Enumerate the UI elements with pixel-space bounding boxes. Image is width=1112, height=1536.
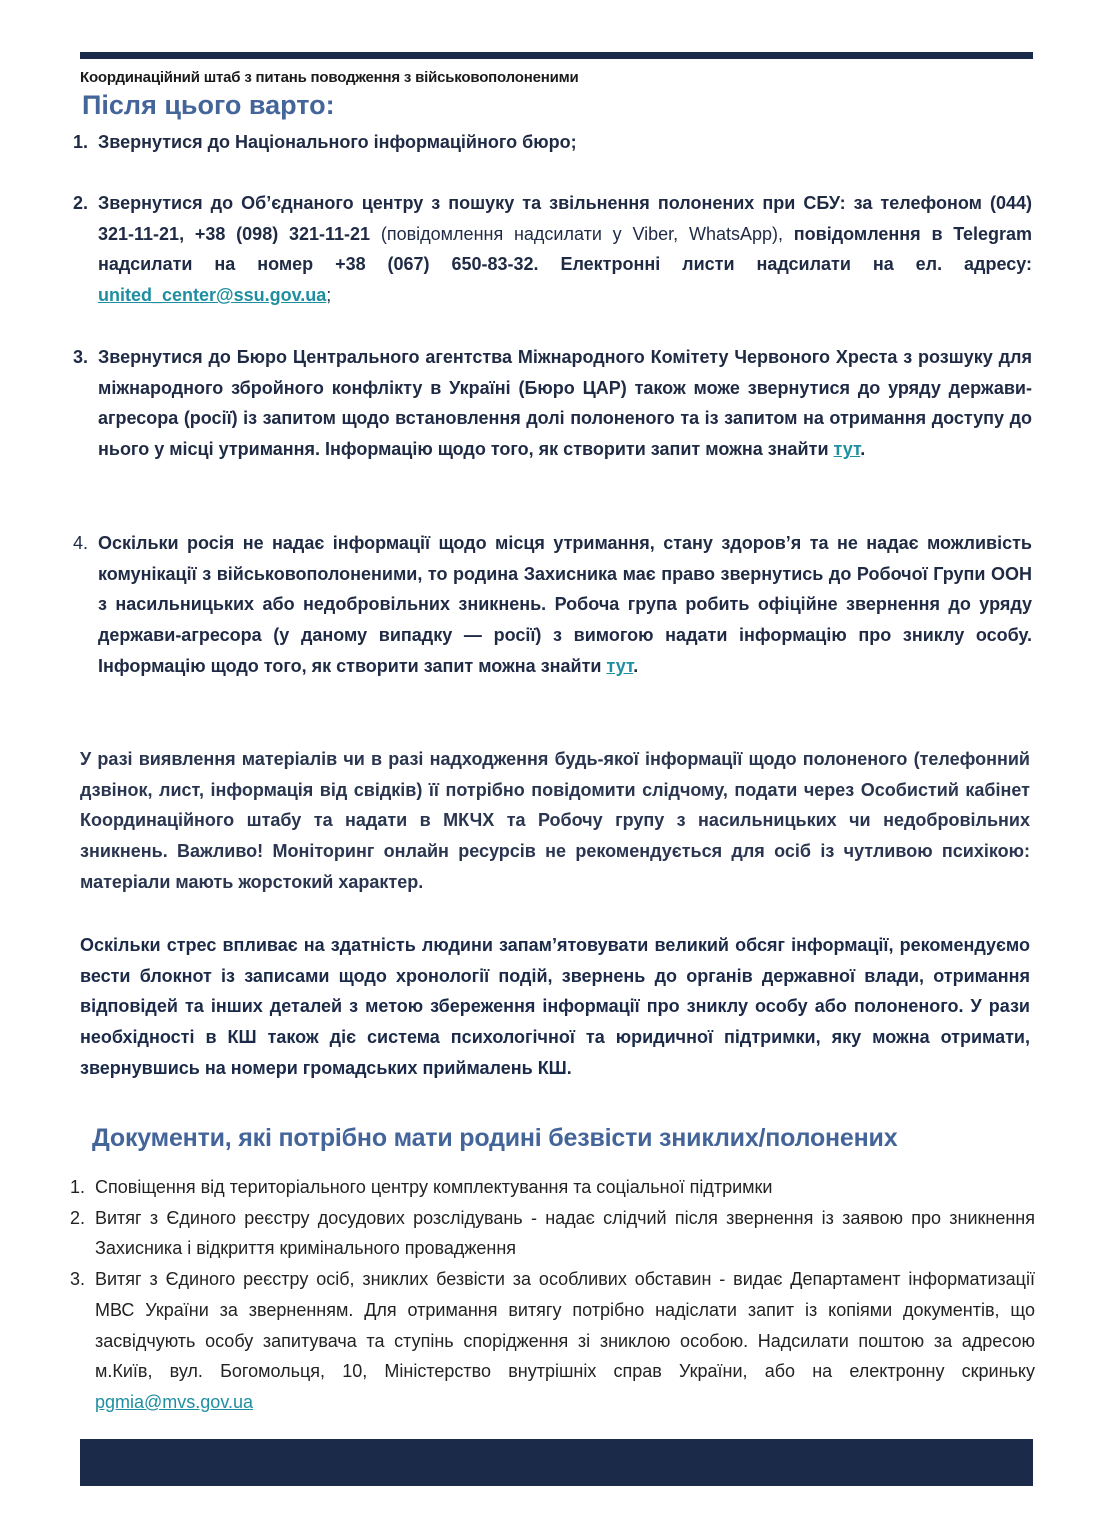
section-title-documents: Документи, які потрібно мати родині безвісти зниклих/полонених <box>92 1124 898 1152</box>
paragraph-stress-notebook: Оскільки стрес впливає на здатність людини запам’ятовувати великий обсяг інформації, рекомендуємо вести блокнот із записами щодо хронології подій, звернень до органів державної влади, отримання відповідей та інших деталей з метою збереження інформації про зниклу особу або полоненого. У рази необхідності в КШ також діє система психологічної та юридичної підтримки, яку можна отримати, звернувшись на номери громадських приймалень КШ. <box>80 935 1030 1078</box>
list-item-end: ; <box>326 285 332 306</box>
list-number: 1. <box>73 132 89 152</box>
list-item-text: Звернутися до Бюро Центрального агентства Міжнародного Комітету Червоного Хреста з розшуку для міжнародного збройного конфлікту в Україні (Бюро ЦАР) також може звернутися до уряду держави-агресора (росії) із запитом щодо встановлення долі полоненого та із запитом на отримання доступу до нього у місці утримання. Інформацію щодо того, як створити запит можна знайти <box>98 347 1032 460</box>
list-item-text: Витяг з Єдиного реєстру досудових розслідувань - надає слідчий після звернення із заявою про зникнення Захисника і відкриття кримінального провадження <box>95 1207 1035 1259</box>
list-number: 2. <box>70 1207 86 1228</box>
list-item <box>70 188 1032 311</box>
list-number: 3. <box>73 347 89 367</box>
email-link-pgmia[interactable]: pgmia@mvs.gov.ua <box>95 1391 254 1412</box>
list-number: 1. <box>70 1177 86 1197</box>
list-item <box>70 127 1032 158</box>
email-link-united-center[interactable]: united_center@ssu.gov.ua <box>98 285 327 306</box>
here-link-un-working-group[interactable]: тут <box>606 655 634 676</box>
list-item-end: . <box>633 655 639 676</box>
list-number: 4. <box>73 533 89 553</box>
steps-list-item-2 <box>70 188 1032 311</box>
messenger-note: (повідомлення надсилати у Viber, WhatsApp), <box>370 223 794 244</box>
steps-list-item-1 <box>70 127 1032 158</box>
paragraph-materials-info: У разі виявлення матеріалів чи в разі надходження будь-якої інформації щодо полоненого (телефонний дзвінок, лист, інформація від свідків) її потрібно повідомити слідчому, подати через Особистий кабінет Координаційного штабу та надати в МКЧХ та Робочу групу з насильницьких чи недобровільних зникнень. Важливо! Моніторинг онлайн ресурсів не рекомендується для осіб із чутливою психікою: матеріали мають жорстокий характер. <box>80 749 1030 892</box>
organization-header: Координаційний штаб з питань поводження з військовополоненими <box>80 69 579 86</box>
list-item <box>70 1172 1035 1203</box>
steps-list-item-4 <box>70 528 1032 682</box>
steps-list-item-3 <box>70 342 1032 465</box>
list-item <box>70 528 1032 682</box>
list-item-text: Витяг з Єдиного реєстру осіб, зниклих безвісти за особливих обставин - видає Департамент інформатизації МВС України за зверненням. Для отримання витягу потрібно надіслати запит із копіями документів, що засвідчують особу запитувача та ступінь спорідження зі зниклою особою. Надсилати поштою за адресою м.Київ, вул. Богомольця, 10, Міністерство внутрішніх справ України, або на електронну скриньку <box>95 1269 1035 1382</box>
list-item-text: Звернутися до Національного інформаційного бюро; <box>98 132 577 152</box>
list-item-text: Оскільки росія не надає інформації щодо місця утримання, стану здоров’я та не надає можливість комунікації з військовополоненими, то родина Захисника має право звернутись до Робочої Групи ООН з насильницьких або недобровільних зникнень. Робоча група робить офіційне звернення до уряду держави-агресора (у даному випадку — росії) з вимогою надати інформацію про зниклу особу. Інформацію щодо того, як створити запит можна знайти <box>98 533 1032 676</box>
bottom-decorative-bar <box>80 1439 1033 1486</box>
documents-list <box>70 1172 1035 1418</box>
list-number: 3. <box>70 1269 86 1290</box>
list-number: 2. <box>73 193 89 213</box>
list-item-end: . <box>860 439 866 460</box>
here-link-icrc[interactable]: тут <box>833 439 861 460</box>
list-item-text: Звернутися до Об’єднаного центру з пошуку та звільнення полонених при СБУ: за телефоном <box>98 193 990 213</box>
section-title-after-this: Після цього варто: <box>82 90 335 120</box>
list-item <box>70 1264 1035 1418</box>
telegram-note: повідомлення в Telegram надсилати на номер +38 (067) 650-83-32. Електронні листи надсилати на ел. адресу: <box>98 223 1033 275</box>
list-item <box>70 342 1032 465</box>
top-decorative-bar <box>80 52 1033 59</box>
phone-numbers: (044) 321-11-21, +38 (098) 321-11-21 <box>98 193 1032 244</box>
list-item <box>70 1203 1035 1264</box>
list-item-text: Сповіщення від територіального центру комплектування та соціальної підтримки <box>95 1177 773 1197</box>
